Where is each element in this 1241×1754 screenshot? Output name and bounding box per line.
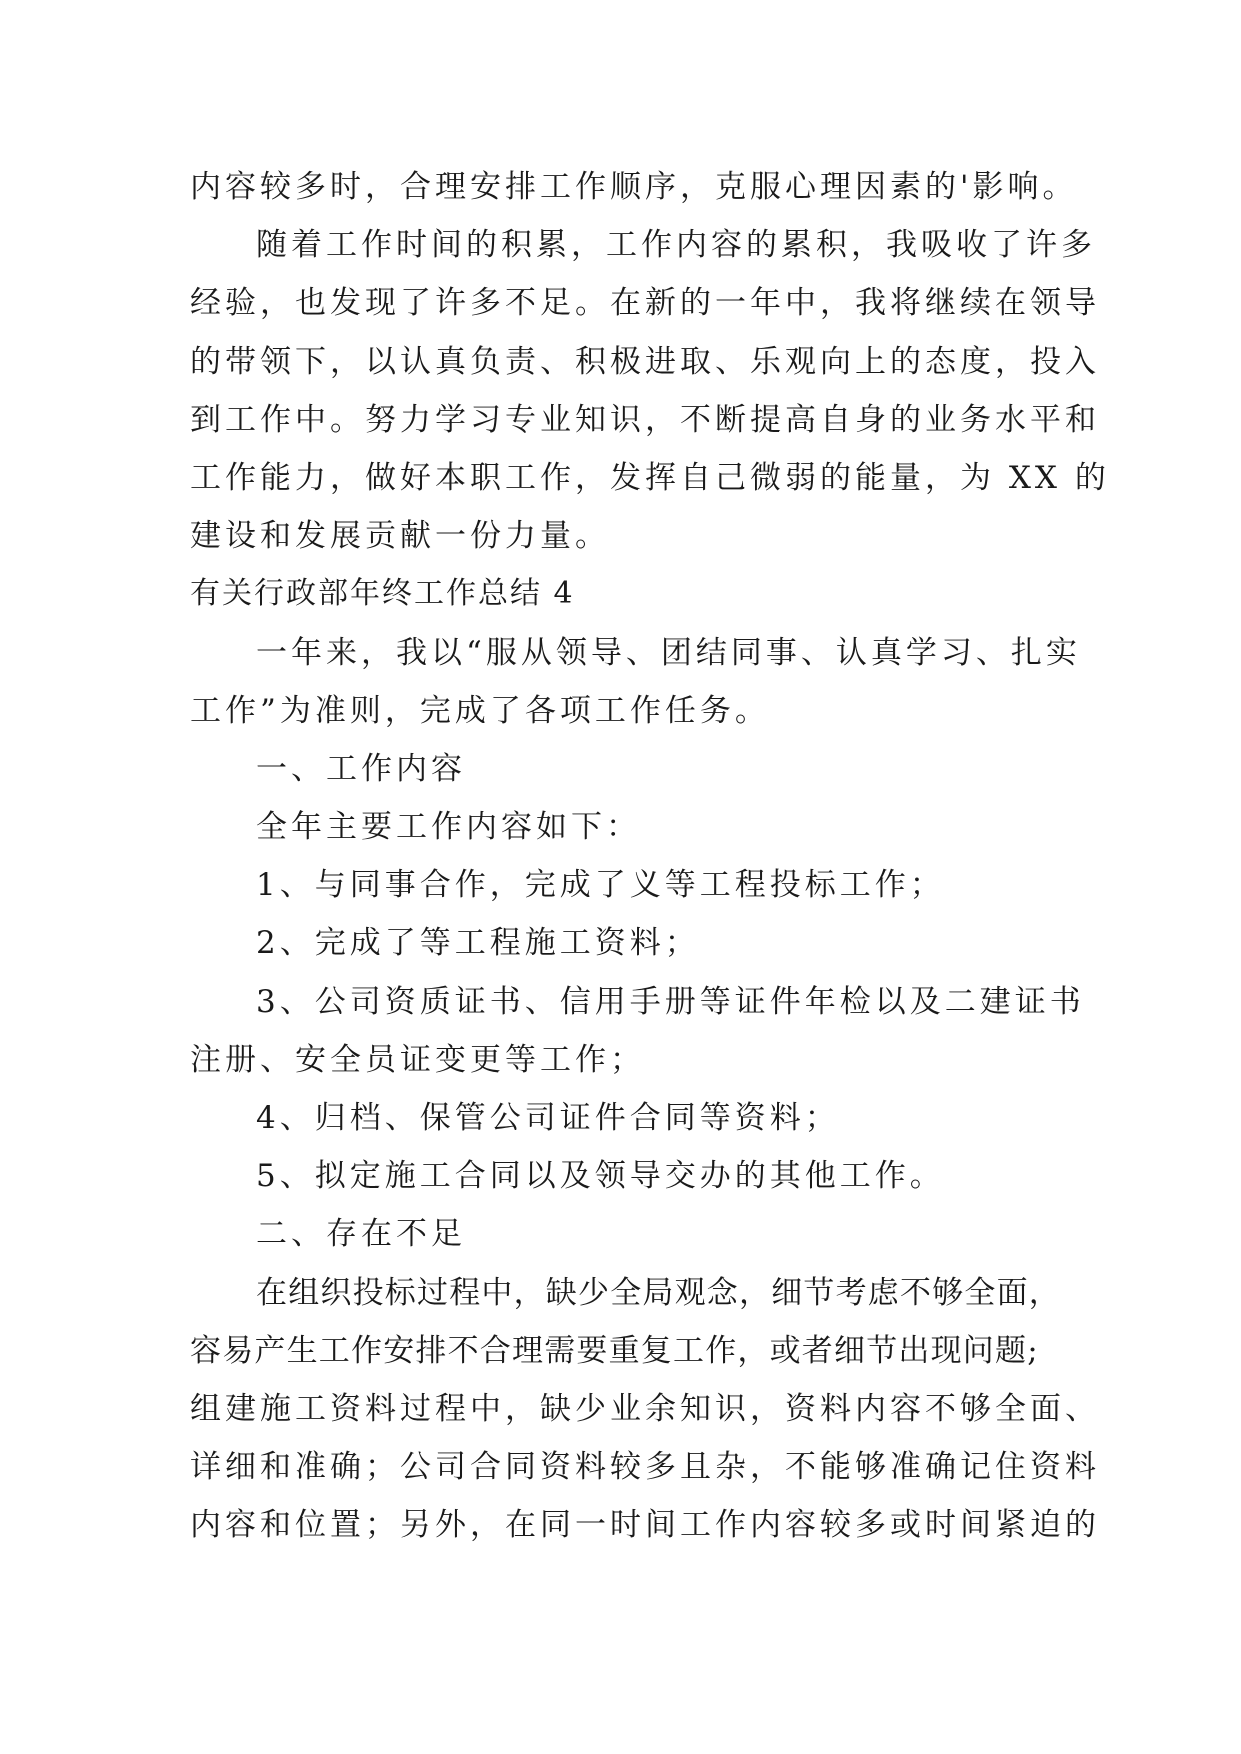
text-line: 建设和发展贡献一份力量。: [190, 518, 610, 555]
text-line: 的带领下，以认真负责、积极进取、乐观向上的态度，投入: [190, 343, 1100, 380]
list-item: 5、拟定施工合同以及领导交办的其他工作。: [256, 1158, 945, 1195]
text-line: 工作”为准则，完成了各项工作任务。: [190, 692, 770, 729]
subsection-heading: 二、存在不足: [256, 1216, 466, 1253]
list-item: 4、归档、保管公司证件合同等资料；: [256, 1100, 840, 1136]
text-line: 经验，也发现了许多不足。在新的一年中，我将继续在领导: [190, 285, 1100, 322]
subsection-heading: 一、工作内容: [256, 750, 466, 787]
list-item-continuation: 注册、安全员证变更等工作；: [190, 1041, 645, 1078]
text-line: 随着工作时间的积累，工作内容的累积，我吸收了许多: [256, 227, 1096, 264]
section-title: 有关行政部年终工作总结 4: [190, 576, 575, 612]
text-line: 在组织投标过程中，缺少全局观念，细节考虑不够全面，: [256, 1274, 1061, 1311]
list-item: 3、公司资质证书、信用手册等证件年检以及二建证书: [256, 983, 1085, 1020]
text-line: 容易产生工作安排不合理需要重复工作，或者细节出现问题;: [190, 1332, 1039, 1369]
list-item: 1、与同事合作，完成了义等工程投标工作；: [256, 867, 945, 904]
document-body: [190, 158, 1110, 1555]
text-line: 内容和位置；另外，在同一时间工作内容较多或时间紧迫的: [190, 1507, 1100, 1544]
text-line: 到工作中。努力学习专业知识，不断提高自身的业务水平和: [190, 401, 1100, 438]
list-item: 2、完成了等工程施工资料；: [256, 925, 700, 962]
text-line: 工作能力，做好本职工作，发挥自己微弱的能量，为 XX 的: [190, 459, 1110, 496]
text-line: 全年主要工作内容如下：: [256, 809, 641, 846]
text-line: 一年来，我以“服从领导、团结同事、认真学习、扎实: [256, 634, 1081, 671]
text-line: 内容较多时，合理安排工作顺序，克服心理因素的'影响。: [190, 169, 1078, 205]
text-line: 详细和准确；公司合同资料较多且杂，不能够准确记住资料: [190, 1449, 1100, 1486]
text-line: 组建施工资料过程中，缺少业余知识，资料内容不够全面、: [190, 1390, 1100, 1427]
